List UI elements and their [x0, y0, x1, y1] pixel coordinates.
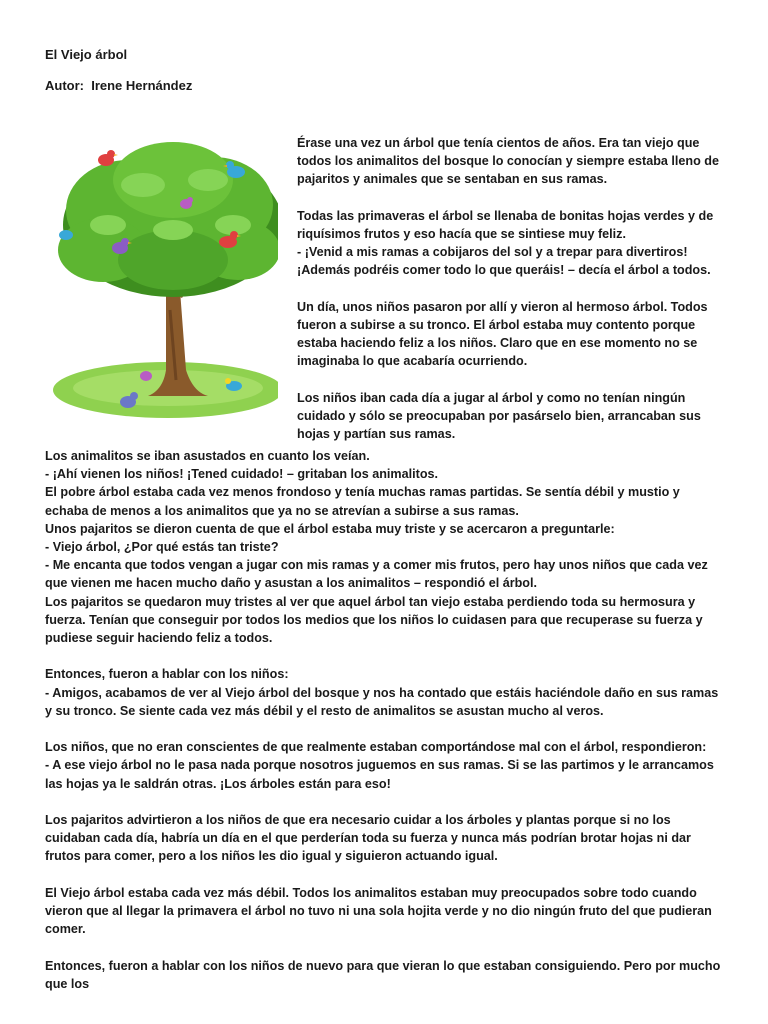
- document-author: Autor: Irene Hernández: [45, 78, 193, 93]
- paragraph: Todas las primaveras el árbol se llenaba de bonitas hojas verdes y de riquísimos frutos y eso hacía que se sintiese muy feliz.: [297, 208, 714, 241]
- paragraph: - ¡Venid a mis ramas a cobijaros del sol y a trepar para divertiros! ¡Además podréis comer todo lo que queráis! – decía el árbol a todos.: [297, 245, 711, 278]
- paragraph: Los niños iban cada día a jugar al árbol y como no tenían ningún cuidado y sólo se preocupaban por pasárselo bien, arrancaban sus hojas y partían sus ramas.: [297, 390, 701, 442]
- tree-canopy: [58, 142, 278, 297]
- paragraph: Los pajaritos se quedaron muy tristes al ver que aquel árbol tan viejo estaba perdiendo toda su hermosura y fuerza. Tenían que conseguir por todos los medios que los niños lo cuidasen para que recuperase su fuerza y pudiese seguir haciendo feliz a todos.: [45, 594, 703, 646]
- side-text-column: [297, 134, 727, 443]
- main-text-column: [45, 447, 725, 993]
- paragraph: - A ese viejo árbol no le pasa nada porque nosotros juguemos en sus ramas. Si se las partimos y le arrancamos las hojas ya le saldrán otras. ¡Los árboles están para eso!: [45, 758, 714, 791]
- bird-ground-center: [140, 371, 152, 381]
- paragraph: Entonces, fueron a hablar con los niños:: [45, 667, 289, 682]
- paragraph: - ¡Ahí vienen los niños! ¡Tened cuidado! – gritaban los animalitos.: [45, 467, 439, 482]
- paragraph: Los niños, que no eran conscientes de que realmente estaban comportándose mal con el árbol, respondieron:: [45, 740, 707, 755]
- tree-with-birds-icon: [48, 140, 278, 420]
- paragraph: Entonces, fueron a hablar con los niños de nuevo para que vieran lo que estaban consiguiendo. Pero por mucho que los: [45, 958, 721, 991]
- paragraph: Un día, unos niños pasaron por allí y vieron al hermoso árbol. Todos fueron a subirse a su tronco. El árbol estaba muy contento porque estaba haciendo feliz a los niños. Claro que en ese momento no se imaginaba lo que acabaría ocurriendo.: [297, 299, 708, 369]
- paragraph: Los animalitos se iban asustados en cuanto los veían.: [45, 449, 370, 463]
- bird-blue-left: [59, 230, 73, 240]
- paragraph: - Me encanta que todos vengan a jugar con mis ramas y a comer mis frutos, pero hay unos niños que cada vez que vienen me hacen mucho daño y asustan a los animalitos – respondió el árbol.: [45, 558, 708, 591]
- paragraph: El pobre árbol estaba cada vez menos frondoso y tenía muchas ramas partidas. Se sentía débil y mustio y echaba de menos a los animalitos que ya no se atrevían a subirse a sus ramas.: [45, 485, 680, 518]
- paragraph: Los pajaritos advirtieron a los niños de que era necesario cuidar a los árboles y plantas porque si no los cuidaban cada día, habría un día en el que perderían toda su fuerza y nunca más podrían brotar hojas ni dar frutos para comer, pero a los niños les dio igual y siguieron actuando igual.: [45, 813, 691, 864]
- paragraph: Unos pajaritos se dieron cuenta de que el árbol estaba muy triste y se acercaron a preguntarle:: [45, 521, 615, 536]
- document-title: El Viejo árbol: [45, 47, 128, 62]
- paragraph: Érase una vez un árbol que tenía cientos de años. Era tan viejo que todos los animalitos del bosque lo conocían y siempre estaba lleno de pajaritos y animales que se sentaban en sus ramas.: [297, 136, 719, 187]
- paragraph: - Amigos, acabamos de ver al Viejo árbol del bosque y nos ha contado que estáis haciéndole daño en sus ramas y su tronco. Se siente cada vez más débil y el resto de animalitos se asustan mucho al veros.: [45, 685, 719, 718]
- paragraph: - Viejo árbol, ¿Por qué estás tan triste?: [45, 540, 279, 555]
- paragraph: El Viejo árbol estaba cada vez más débil. Todos los animalitos estaban muy preocupados sobre todo cuando vieron que al llegar la primavera el árbol no tuvo ni una sola hojita verde y no dio ningún fruto del que pudieran comer.: [45, 885, 712, 937]
